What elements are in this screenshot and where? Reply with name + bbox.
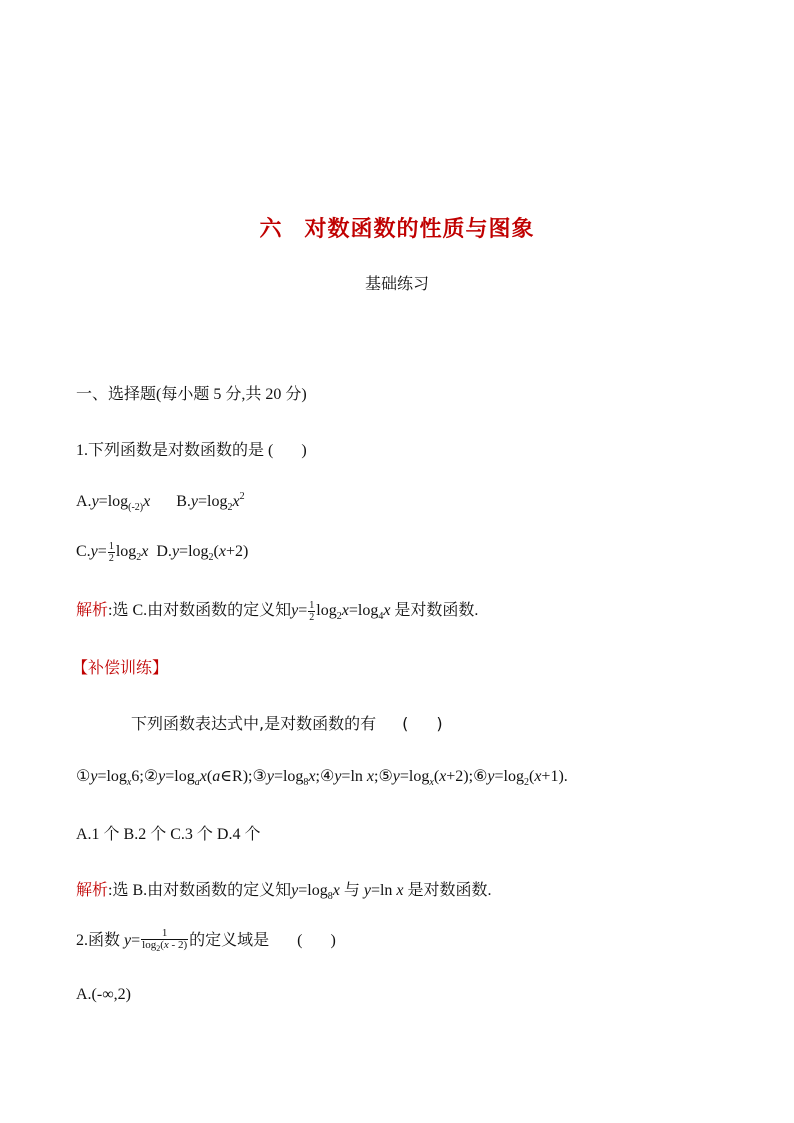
var-y: y bbox=[291, 602, 299, 619]
q1-options-ab bbox=[76, 491, 245, 513]
title-number: 六 bbox=[259, 217, 283, 242]
connector-text: 与 bbox=[339, 882, 364, 899]
var-x: x bbox=[143, 493, 151, 510]
var-x: x bbox=[396, 882, 404, 899]
log-text: =log bbox=[179, 543, 209, 561]
var-y: y bbox=[190, 493, 199, 510]
q1-option-d bbox=[156, 543, 249, 564]
analysis-tail: 是对数函数. bbox=[403, 882, 492, 899]
fraction-denominator bbox=[141, 940, 188, 954]
fraction-denominator: 2 bbox=[309, 611, 315, 623]
open-paren: ( bbox=[433, 768, 440, 785]
log-text: =log bbox=[165, 768, 195, 785]
var-y: y bbox=[291, 882, 299, 899]
q1-option-a bbox=[76, 493, 151, 513]
close-paren: ) bbox=[330, 932, 336, 949]
expr-rest: ∈R); bbox=[220, 768, 253, 785]
log-base: (-2) bbox=[128, 502, 144, 513]
option-c-label: C. bbox=[76, 543, 91, 561]
q1-close-paren: ) bbox=[301, 442, 307, 459]
log-base: x bbox=[126, 777, 132, 788]
q2-fraction bbox=[141, 928, 188, 954]
q2-suffix: 的定义域是 bbox=[189, 932, 270, 949]
log-base: 2 bbox=[523, 777, 529, 788]
open-paren: ( bbox=[402, 714, 409, 733]
var-a: a bbox=[212, 768, 221, 785]
var-x: x bbox=[534, 768, 542, 785]
q1-options-cd bbox=[76, 541, 248, 564]
var-y: y bbox=[487, 768, 495, 785]
semicolon: ; bbox=[315, 768, 320, 785]
circled-4: ④ bbox=[319, 768, 335, 785]
log-base: 8 bbox=[327, 891, 333, 902]
var-y: y bbox=[171, 543, 180, 561]
open-paren: ( bbox=[297, 932, 303, 949]
q1-option-b bbox=[176, 491, 245, 513]
log-base: 8 bbox=[303, 777, 309, 788]
var-y: y bbox=[334, 768, 342, 785]
q1-option-c bbox=[76, 541, 149, 564]
open-paren: ( bbox=[206, 768, 213, 785]
var-x: x bbox=[232, 493, 240, 510]
equals: = bbox=[298, 602, 308, 619]
ln-text: =ln bbox=[370, 882, 397, 899]
log-base: 2 bbox=[136, 552, 142, 564]
open-paren: ( bbox=[213, 543, 219, 561]
analysis-text: :选 C.由对数函数的定义知 bbox=[108, 602, 292, 619]
expr-rest: +2) bbox=[225, 543, 249, 561]
equals: = bbox=[97, 543, 107, 561]
var-x: x bbox=[163, 939, 169, 952]
supplement-options: A.1 个 B.2 个 C.3 个 D.4 个 bbox=[76, 826, 261, 843]
close-paren: ) bbox=[436, 714, 443, 733]
fraction-half bbox=[108, 541, 115, 564]
var-y: y bbox=[124, 932, 132, 949]
log-text: log bbox=[316, 602, 337, 619]
log-text: =log bbox=[399, 768, 430, 785]
supplement-analysis bbox=[76, 877, 492, 902]
supplement-stem-text: 下列函数表达式中,是对数函数的有 bbox=[131, 714, 377, 733]
circled-2: ② bbox=[143, 768, 159, 785]
circled-6: ⑥ bbox=[473, 768, 488, 785]
circled-3: ③ bbox=[252, 768, 267, 785]
title-text: 对数函数的性质与图象 bbox=[304, 217, 535, 242]
fraction-half bbox=[308, 600, 315, 623]
q1-stem-text: 1.下列函数是对数函数的是 ( bbox=[76, 442, 274, 459]
var-y: y bbox=[363, 882, 371, 899]
log-text: =log bbox=[494, 768, 524, 785]
fraction-numerator: 1 bbox=[309, 599, 315, 611]
log-text: log bbox=[115, 543, 137, 561]
var-y: y bbox=[392, 768, 400, 785]
expr-rest: +1). bbox=[541, 768, 568, 785]
page-subtitle: 基础练习 bbox=[364, 274, 429, 293]
supplement-header: 【补偿训练】 bbox=[72, 658, 169, 677]
equals: = bbox=[131, 932, 141, 949]
circled-1: ① bbox=[76, 768, 91, 785]
log-text: =log bbox=[273, 768, 304, 785]
q2-prefix: 2.函数 bbox=[76, 932, 125, 949]
log-base: 2 bbox=[156, 944, 161, 954]
var-y: y bbox=[90, 543, 98, 561]
log-text: =log bbox=[298, 882, 328, 899]
supplement-stem bbox=[131, 711, 443, 734]
log-text: =log bbox=[198, 493, 228, 510]
expr-rest: +2); bbox=[446, 768, 474, 785]
var-x: x bbox=[366, 768, 374, 785]
analysis-label: 解析 bbox=[76, 602, 109, 619]
log-text: =log bbox=[97, 768, 127, 785]
fraction-numerator: 1 bbox=[108, 541, 114, 552]
analysis-label: 解析 bbox=[76, 882, 109, 899]
var-y: y bbox=[158, 768, 166, 785]
ln-text: =ln bbox=[341, 768, 367, 785]
log-text: =log bbox=[98, 493, 129, 510]
expr-rest: 6; bbox=[131, 768, 144, 785]
section-header: 一、选择题(每小题 5 分,共 20 分) bbox=[76, 386, 307, 403]
log-base: 4 bbox=[378, 611, 384, 622]
var-y: y bbox=[266, 768, 274, 785]
log-base: 2 bbox=[336, 611, 342, 622]
page-title bbox=[0, 212, 794, 243]
q2-stem bbox=[76, 927, 336, 954]
var-x: x bbox=[332, 882, 340, 899]
option-b-label: B. bbox=[176, 493, 191, 510]
exponent: 2 bbox=[239, 491, 245, 502]
open-paren: ( bbox=[528, 768, 535, 785]
open-paren: ( bbox=[160, 939, 164, 952]
var-y: y bbox=[91, 493, 99, 510]
fraction-numerator: 1 bbox=[141, 928, 188, 940]
var-x: x bbox=[199, 768, 207, 785]
var-x: x bbox=[341, 602, 349, 619]
var-x: x bbox=[383, 602, 391, 619]
var-x: x bbox=[308, 768, 316, 785]
q1-stem bbox=[76, 437, 307, 460]
log-base: x bbox=[429, 777, 434, 788]
var-y: y bbox=[90, 768, 98, 785]
fraction-denominator: 2 bbox=[108, 553, 114, 564]
q1-analysis bbox=[76, 597, 478, 623]
log-base: 2 bbox=[208, 552, 214, 564]
analysis-text: :选 B.由对数函数的定义知 bbox=[108, 882, 292, 899]
q2-option-a: A.(-∞,2) bbox=[76, 986, 131, 1003]
var-x: x bbox=[218, 543, 226, 561]
log-text: log bbox=[142, 939, 157, 952]
option-d-label: D. bbox=[156, 543, 172, 561]
supplement-function-list bbox=[76, 766, 568, 788]
log-base: a bbox=[194, 777, 200, 788]
semicolon: ; bbox=[374, 768, 379, 785]
option-a-label: A. bbox=[76, 493, 92, 510]
var-x: x bbox=[439, 768, 447, 785]
log-text: =log bbox=[348, 602, 379, 619]
expr-rest: - 2) bbox=[168, 939, 188, 952]
log-base: 2 bbox=[227, 502, 233, 513]
circled-5: ⑤ bbox=[378, 768, 393, 785]
analysis-tail: 是对数函数. bbox=[390, 602, 479, 619]
var-x: x bbox=[141, 543, 149, 561]
